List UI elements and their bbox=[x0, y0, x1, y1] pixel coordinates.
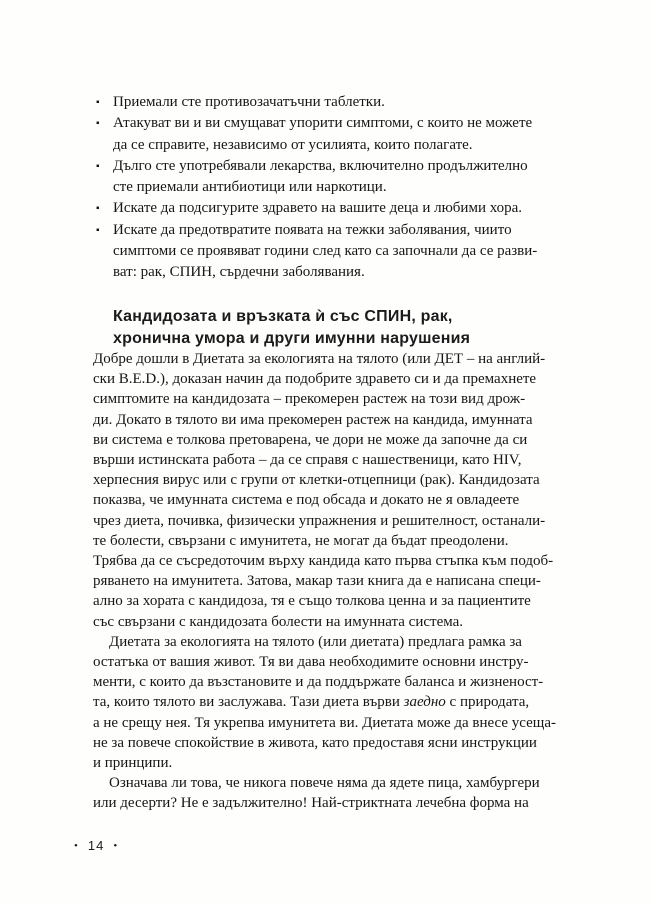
list-item-text: Атакуват ви и ви смущават упорити симптоми, с които не можете да се справите, независимо от усилията, които полагате. bbox=[113, 115, 533, 153]
square-bullet-icon: ▪ bbox=[96, 160, 100, 172]
list-item bbox=[96, 156, 596, 199]
footer-dot-icon: • bbox=[74, 839, 79, 852]
list-item bbox=[96, 220, 596, 284]
paragraph: Диетата за екологията на тялото (или диетата) предлага рамка за остатъка от вашия живот. Тя ви дава необходимите основни инстру- менти, с които да възстановите и да поддържате баланса и жизненост- та, които тялото ви заслужава. Тази диета върви заедно с природата, а не срещу нея. Тя укрепва имунитета ви. Диетата може да внесе усеща- не за повече спокойствие в живота, като предоставя ясни инструкции и принципи. bbox=[93, 633, 556, 772]
page-footer bbox=[74, 838, 118, 853]
list-item bbox=[96, 198, 596, 219]
square-bullet-icon: ▪ bbox=[96, 224, 100, 236]
paragraph: Добре дошли в Диетата за екологията на тялото (или ДЕТ – на англий- ски B.E.D.), доказан начин да подобрите здравето си и да премахнете симптомите на кандидозата – прекомерен растеж на този вид дрож- ди. Докато в тялото ви има прекомерен растеж на кандида, имунната ви система е толкова претоварена, че дори не може да започне да си върши истинската работа – да се справя с нашественици, като HIV, херпесния вирус или с групи от клетки-отцепници (рак). Кандидозата показва, че имунната система е под обсада и докато не я овладеете чрез диета, почивка, физически упражнения и решителност, останали- те болести, свързани с имунитета, не могат да бъдат преодолени. Трябва да се съсредоточим върху кандида като първа стъпка към подоб- ряването на имунитета. Затова, макар тази книга да е написана специ- ално за хората с кандидоза, тя е също толкова ценна и за пациентите със свързани с кандидозата болести на имунната система. bbox=[93, 351, 554, 630]
square-bullet-icon: ▪ bbox=[96, 203, 100, 215]
footer-dot-icon: • bbox=[113, 839, 119, 852]
page-number: 14 bbox=[87, 838, 105, 853]
list-item-text: Дълго сте употребявали лекарства, включително продължително сте приемали антибиотици или наркотици. bbox=[113, 157, 528, 196]
section-heading: Кандидозата и връзката ѝ със СПИН, рак, хронична умора и други имунни нарушения bbox=[113, 308, 471, 348]
symptom-bullet-list bbox=[96, 92, 596, 284]
list-item-text: Искате да подсигурите здравето на вашите деца и любими хора. bbox=[113, 200, 523, 217]
square-bullet-icon: ▪ bbox=[96, 118, 100, 130]
paragraph: Означава ли това, че никога повече няма да ядете пица, хамбургери или десерти? Не е задължително! Най-стриктната лечебна форма на bbox=[93, 775, 540, 812]
list-item-text: Искате да предотвратите появата на тежки заболявания, чиито симптоми се проявяват години след като са започнали да се разви- ват: рак, СПИН, сърдечни заболявания. bbox=[113, 221, 538, 281]
body-text bbox=[93, 349, 613, 814]
square-bullet-icon: ▪ bbox=[96, 97, 100, 108]
list-item bbox=[96, 113, 596, 156]
list-item-text: Приемали сте противозачатъчни таблетки. bbox=[113, 94, 385, 110]
list-item bbox=[96, 92, 596, 113]
